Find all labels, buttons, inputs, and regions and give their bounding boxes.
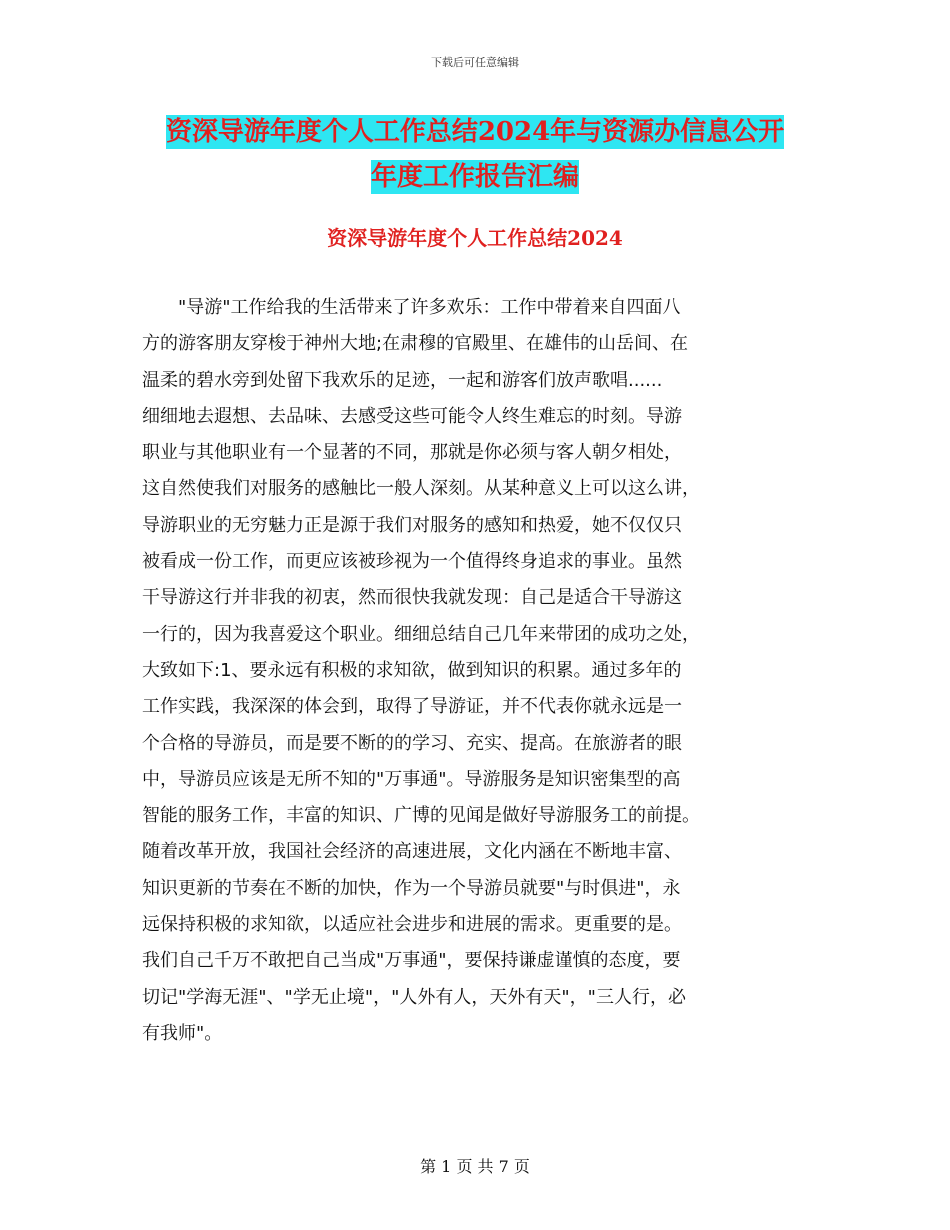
title-line-2: 年度工作报告汇编 (370, 162, 579, 192)
body-line: 职业与其他职业有一个显著的不同，那就是你必须与客人朝夕相处， (142, 442, 682, 464)
body-line: 干导游这行并非我的初衷，然而很快我就发现：自己是适合干导游这 (142, 587, 682, 609)
page-footer: 第 1 页 共 7 页 (420, 1157, 530, 1176)
body-line: 远保持积极的求知欲，以适应社会进步和进展的需求。更重要的是。 (142, 914, 682, 936)
body-line: 工作实践，我深深的体会到，取得了导游证，并不代表你就永远是一 (142, 696, 682, 718)
title-line-1: 资深导游年度个人工作总结2024年与资源办信息公开 (165, 117, 785, 147)
body-line: 智能的服务工作，丰富的知识、广博的见闻是做好导游服务工的前提。 (142, 805, 700, 827)
body-line: 细细地去遐想、去品味、去感受这些可能令人终生难忘的时刻。导游 (142, 405, 682, 427)
body-line: 被看成一份工作，而更应该被珍视为一个值得终身追求的事业。虽然 (142, 551, 682, 573)
body-line: 这自然使我们对服务的感触比一般人深刻。从某种意义上可以这么讲， (142, 478, 700, 500)
body-line: 有我师"。 (142, 1022, 223, 1044)
body-line: 大致如下:1、要永远有积极的求知欲，做到知识的积累。通过多年的 (142, 659, 682, 681)
body-line: 随着改革开放，我国社会经济的高速进展，文化内涵在不断地丰富、 (142, 841, 682, 863)
document-title (0, 110, 950, 200)
body-paragraph (142, 290, 804, 1052)
body-line: 我们自己千万不敢把自己当成"万事通"，要保持谦虚谨慎的态度，要 (142, 950, 681, 972)
body-line: 知识更新的节奏在不断的加快，作为一个导游员就要"与时俱进"，永 (142, 877, 681, 899)
body-line: 方的游客朋友穿梭于神州大地;在肃穆的官殿里、在雄伟的山岳间、在 (142, 333, 689, 355)
body-line: 中，导游员应该是无所不知的"万事通"。导游服务是知识密集型的高 (142, 768, 681, 790)
body-line: 切记"学海无涯"、"学无止境"，"人外有人，天外有天"，"三人行，必 (142, 986, 686, 1008)
body-line: 导游职业的无穷魅力正是源于我们对服务的感知和热爱，她不仅仅只 (142, 514, 682, 536)
body-line: 一行的，因为我喜爱这个职业。细细总结自己几年来带团的成功之处， (142, 623, 700, 645)
body-line: "导游"工作给我的生活带来了许多欢乐：工作中带着来自四面八 (142, 297, 681, 318)
section-title: 资深导游年度个人工作总结2024 (327, 226, 623, 250)
body-line: 温柔的碧水旁到处留下我欢乐的足迹，一起和游客们放声歌唱...... (142, 369, 663, 391)
body-line: 个合格的导游员，而是要不断的的学习、充实、提高。在旅游者的眼 (142, 732, 682, 754)
header-note: 下载后可任意编辑 (431, 56, 519, 69)
